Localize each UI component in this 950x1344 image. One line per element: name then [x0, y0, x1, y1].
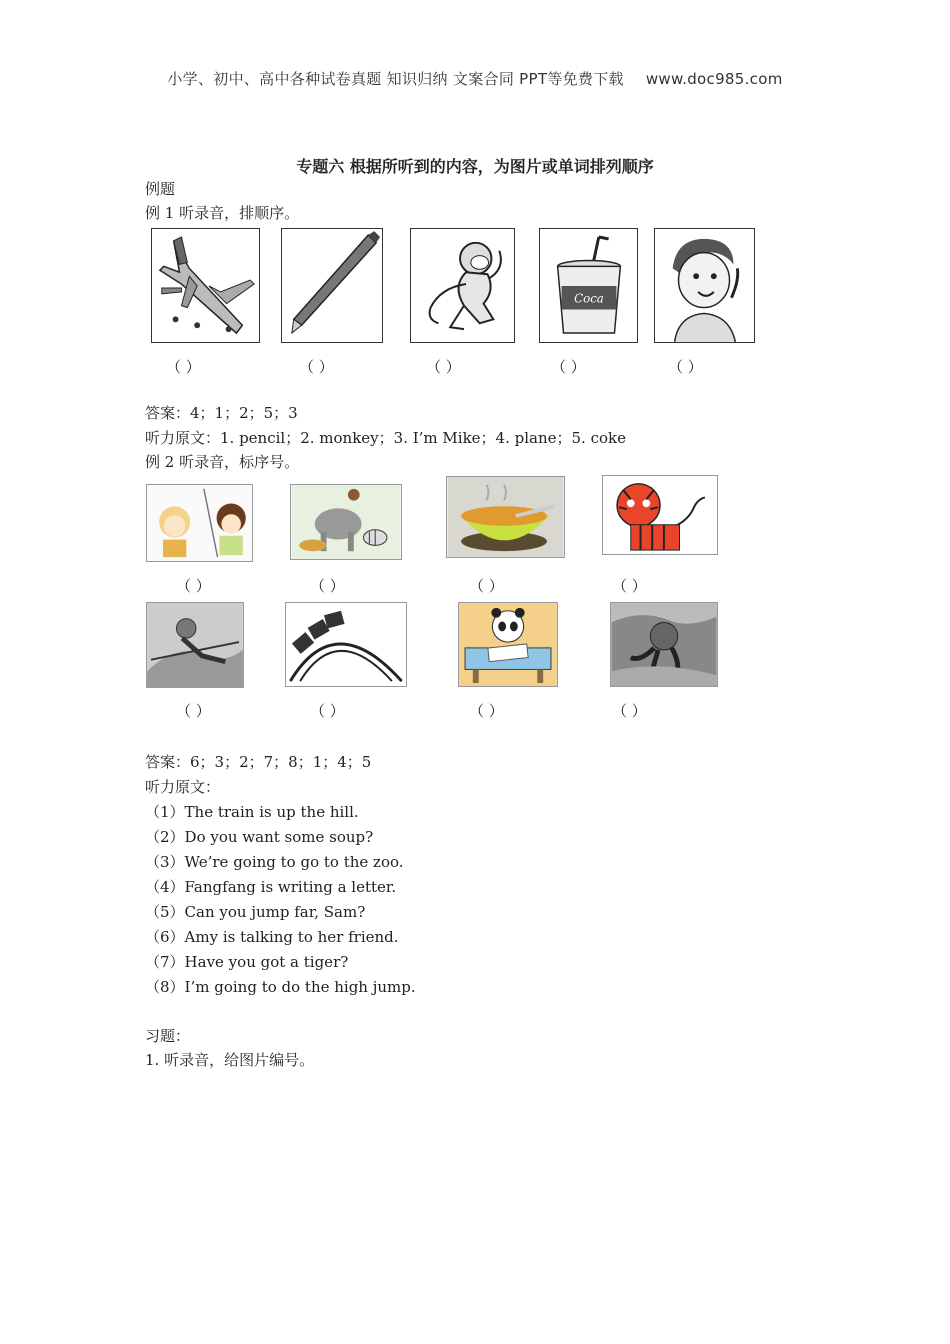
answer-blank[interactable]: （ ）: [299, 358, 334, 376]
answer-blank[interactable]: （ ）: [166, 358, 201, 376]
train-hill-picture: [285, 602, 407, 687]
girls-talking-picture: [146, 484, 253, 562]
answer-blank[interactable]: （ ）: [176, 577, 211, 595]
answer-blank[interactable]: （ ）: [469, 577, 504, 595]
transcript-line: （4）Fangfang is writing a letter.: [145, 878, 397, 896]
answer-blank[interactable]: （ ）: [612, 577, 647, 595]
transcript-line: （2）Do you want some soup?: [145, 828, 374, 846]
jumping-far-picture: [610, 602, 718, 687]
answer-blank[interactable]: （ ）: [176, 702, 211, 720]
header-site[interactable]: www.doc985.com: [645, 70, 783, 88]
zoo-animals-picture: [290, 484, 402, 560]
answer-blank[interactable]: （ ）: [668, 358, 703, 376]
transcript-line: （7）Have you got a tiger?: [145, 953, 349, 971]
answer-blank[interactable]: （ ）: [612, 702, 647, 720]
answer-blank[interactable]: （ ）: [310, 702, 345, 720]
plane-picture: [151, 228, 260, 343]
exercise-item-1: 1. 听录音，给图片编号。: [145, 1051, 315, 1069]
monkey-picture: [410, 228, 515, 343]
example2-prompt: 例 2 听录音，标序号。: [145, 453, 300, 471]
panda-writing-picture: [458, 602, 558, 687]
page-title: 专题六 根据所听到的内容，为图片或单词排列顺序: [296, 157, 654, 176]
high-jump-picture: [146, 602, 244, 688]
answer-blank[interactable]: （ ）: [469, 702, 504, 720]
transcript-line: （1）The train is up the hill.: [145, 803, 359, 821]
header-text: 小学、初中、高中各种试卷真题 知识归纳 文案合同 PPT等免费下载: [167, 70, 624, 88]
transcript-line: （3）We’re going to go to the zoo.: [145, 853, 404, 871]
example1-answer: 答案：4；1；2；5；3: [145, 404, 298, 422]
example2-transcript-label: 听力原文：: [145, 778, 221, 796]
coke-picture: [539, 228, 638, 343]
answer-blank[interactable]: （ ）: [426, 358, 461, 376]
example1-transcript: 听力原文：1. pencil；2. monkey；3. I’m Mike；4. plane；5. coke: [145, 429, 626, 447]
page-header: [0, 68, 950, 89]
transcript-line: （8）I’m going to do the high jump.: [145, 978, 416, 996]
svg-text:Coca: Coca: [574, 291, 604, 306]
soup-picture: [446, 476, 565, 558]
answer-blank[interactable]: （ ）: [310, 577, 345, 595]
pencil-picture: [281, 228, 383, 343]
answer-blank[interactable]: （ ）: [551, 358, 586, 376]
tiger-picture: [602, 475, 718, 555]
example2-answer: 答案：6；3；2；7；8；1；4；5: [145, 753, 372, 771]
example1-prompt: 例 1 听录音，排顺序。: [145, 204, 300, 222]
transcript-line: （6）Amy is talking to her friend.: [145, 928, 399, 946]
example-heading: 例题: [145, 180, 176, 198]
transcript-line: （5）Can you jump far, Sam?: [145, 903, 366, 921]
boy-picture: [654, 228, 755, 343]
exercise-heading: 习题：: [145, 1027, 191, 1045]
